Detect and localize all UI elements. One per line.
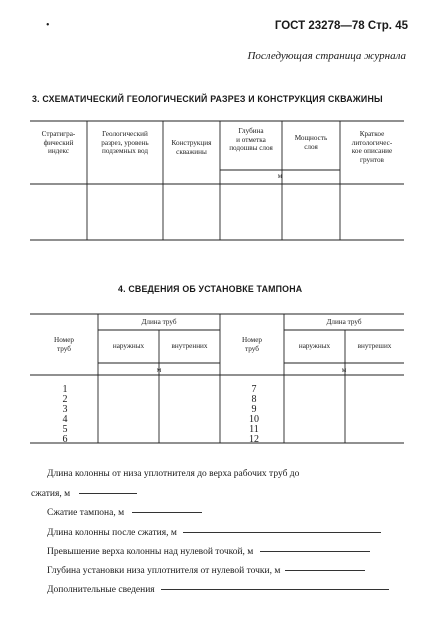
pipe-number: 6 [62, 434, 68, 445]
field-excess-row [47, 547, 370, 557]
field-tampon-compression-row [47, 508, 202, 518]
field-line-5[interactable] [285, 570, 365, 571]
col-pipe-number-left: Номер труб [54, 336, 74, 353]
field-length-after-row [47, 528, 381, 538]
section3-title: 3. СХЕМАТИЧЕСКИЙ ГЕОЛОГИЧЕСКИЙ РАЗРЕЗ И КОНСТРУКЦИЯ СКВАЖИНЫ [32, 94, 383, 104]
field-compression-label-line [31, 489, 137, 499]
pipe-number: 4 [62, 414, 68, 425]
pipe-number: 2 [62, 394, 68, 405]
pipe-number: 3 [62, 404, 68, 415]
page-subtitle: Последующая страница журнала [247, 50, 406, 62]
pipe-number: 11 [249, 424, 259, 435]
page-mark: • [46, 20, 50, 31]
field-depth-row [47, 566, 365, 576]
page-header: ГОСТ 23278—78 Стр. 45 [274, 20, 408, 32]
pipe-numbers-left [55, 385, 75, 445]
col-pipe-number-right: Номер труб [242, 336, 262, 353]
field-length-after: Длина колонны после сжатия, м [47, 528, 177, 538]
pipe-number: 1 [62, 384, 68, 395]
col-stratigraphic-index: Стратигра- фический индекс [41, 130, 76, 156]
field-tampon-compression: Сжатие тампона, м [47, 508, 125, 518]
col-lithology: Краткое литологичес- кое описание грунтов [351, 130, 393, 164]
col-well-construction: Конструкция скважины [171, 139, 212, 156]
field-additional-row [47, 585, 389, 595]
col-geological-section: Геологический разрез, уровень подземных вод [101, 130, 149, 156]
field-excess: Превышение верха колонны над нулевой точкой, м [47, 547, 254, 557]
field-line-3[interactable] [183, 532, 381, 533]
field-depth: Глубина установки низа уплотнителя от нулевой точки, м [47, 566, 281, 576]
col-inner-left: внутренних [171, 342, 208, 350]
field-line-2[interactable] [132, 512, 202, 513]
unit-m-t3: м [277, 172, 283, 180]
field-additional: Дополнительные сведения [47, 585, 155, 595]
section4-title: 4. СВЕДЕНИЯ ОБ УСТАНОВКЕ ТАМПОНА [118, 284, 303, 294]
pipe-number: 12 [249, 434, 259, 445]
col-layer-thickness: Мощность слоя [294, 134, 328, 151]
pipe-number: 7 [251, 384, 257, 395]
col-pipe-length-right: Длина труб [326, 318, 362, 326]
pipe-number: 5 [62, 424, 68, 435]
col-layer-depth: Глубина и отметка подошвы слоя [229, 127, 273, 153]
unit-m-left: м [156, 366, 162, 374]
pipe-number: 9 [251, 404, 257, 415]
pipe-number: 10 [249, 414, 259, 425]
unit-m-right: м [341, 366, 347, 374]
field-line-6[interactable] [161, 589, 389, 590]
col-outer-left: наружных [112, 342, 145, 350]
col-pipe-length-left: Длина труб [141, 318, 177, 326]
col-inner-right: внутреших [357, 342, 392, 350]
pipe-numbers-right [244, 385, 264, 445]
field-line-1[interactable] [79, 493, 137, 494]
field-line-4[interactable] [260, 551, 370, 552]
field-column-length-before: Длина колонны от низа уплотнителя до верха рабочих труб до [47, 469, 300, 479]
col-outer-right: наружных [298, 342, 331, 350]
pipe-number: 8 [251, 394, 257, 405]
field-compression-label: сжатия, м [31, 489, 71, 499]
